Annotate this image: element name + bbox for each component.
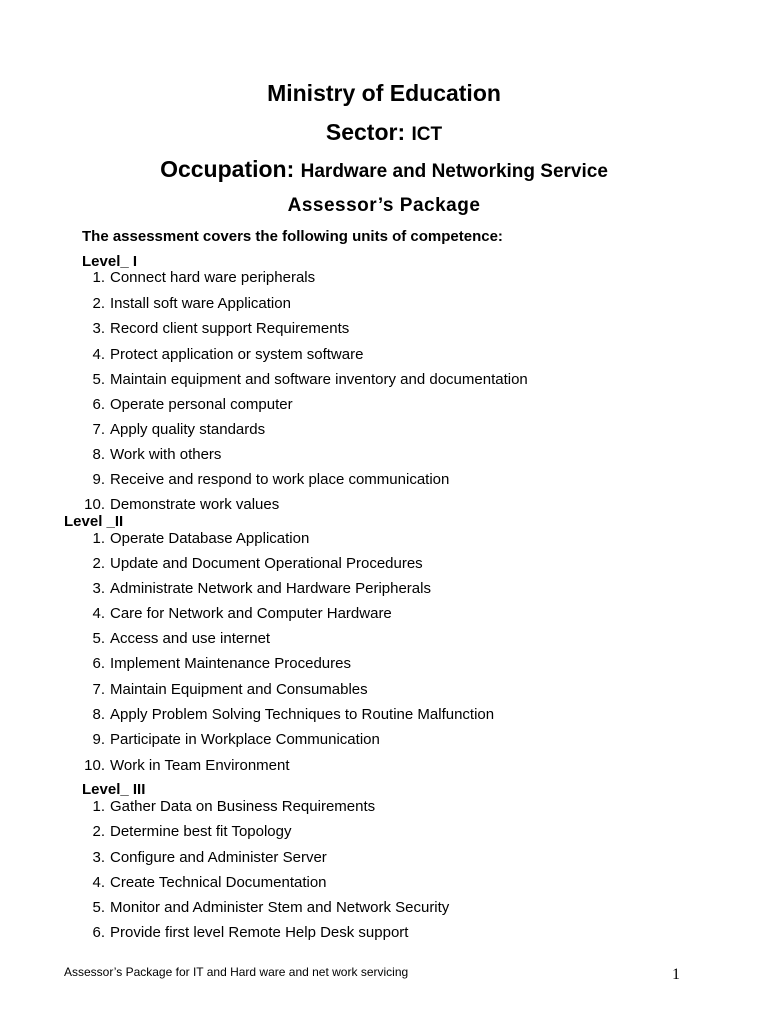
list-item (92, 471, 450, 488)
item-number: 2. (92, 823, 105, 840)
list-item (92, 706, 495, 723)
page-number: 1 (672, 966, 680, 983)
item-number: 5. (92, 630, 105, 647)
intro-text: The assessment covers the following units of competence: (82, 228, 503, 245)
list-item (92, 530, 310, 547)
item-text: Connect hard ware peripherals (110, 269, 316, 286)
item-text: Implement Maintenance Procedures (110, 655, 351, 672)
item-text: Install soft ware Application (110, 295, 291, 312)
page-footer: Assessor’s Package for IT and Hard ware and net work servicing (64, 965, 409, 979)
item-text: Receive and respond to work place communication (110, 471, 450, 488)
item-number: 5. (92, 371, 105, 388)
occupation-value: Hardware and Networking Service (300, 161, 608, 182)
sector-label: Sector: (325, 119, 406, 145)
occupation-label: Occupation: (160, 156, 295, 182)
occupation-line (0, 156, 768, 183)
item-text: Maintain equipment and software inventory and documentation (110, 371, 528, 388)
list-item (92, 899, 450, 916)
item-text: Care for Network and Computer Hardware (110, 605, 392, 622)
list-item (92, 798, 376, 815)
list-item (92, 346, 364, 363)
list-item (92, 605, 392, 622)
item-text: Operate personal computer (110, 396, 293, 413)
sector-value: ICT (411, 124, 443, 145)
list-item (92, 269, 316, 286)
item-number: 2. (92, 555, 105, 572)
list-item (92, 630, 271, 647)
item-number: 9. (92, 731, 105, 748)
item-text: Protect application or system software (110, 346, 364, 363)
list-item (92, 320, 350, 337)
item-number: 7. (92, 421, 105, 438)
item-number: 3. (92, 849, 105, 866)
level-3-label: Level_ III (82, 781, 146, 798)
item-number: 1. (92, 798, 105, 815)
list-item (84, 757, 290, 774)
item-number: 9. (92, 471, 105, 488)
item-number: 10. (84, 757, 105, 774)
item-number: 7. (92, 681, 105, 698)
item-number: 1. (92, 530, 105, 547)
item-text: Apply Problem Solving Techniques to Routine Malfunction (110, 706, 495, 723)
item-text: Administrate Network and Hardware Peripherals (110, 580, 431, 597)
ministry-title: Ministry of Education (267, 80, 501, 106)
list-item (84, 496, 280, 513)
item-text: Provide first level Remote Help Desk support (110, 924, 409, 941)
list-item (92, 823, 292, 840)
item-text: Apply quality standards (110, 421, 266, 438)
list-item (92, 681, 368, 698)
list-item (92, 731, 380, 748)
item-number: 10. (84, 496, 105, 513)
item-number: 6. (92, 924, 105, 941)
item-number: 4. (92, 874, 105, 891)
item-text: Operate Database Application (110, 530, 310, 547)
item-number: 3. (92, 320, 105, 337)
list-item (92, 396, 293, 413)
list-item (92, 555, 423, 572)
item-number: 1. (92, 269, 105, 286)
item-number: 6. (92, 655, 105, 672)
item-text: Record client support Requirements (110, 320, 350, 337)
item-text: Determine best fit Topology (110, 823, 292, 840)
item-text: Work in Team Environment (110, 757, 290, 774)
list-item (92, 849, 327, 866)
item-text: Participate in Workplace Communication (110, 731, 380, 748)
item-number: 4. (92, 346, 105, 363)
item-text: Gather Data on Business Requirements (110, 798, 376, 815)
list-item (92, 655, 351, 672)
item-text: Configure and Administer Server (110, 849, 327, 866)
sector-line (0, 119, 768, 146)
list-item (92, 295, 291, 312)
item-text: Work with others (110, 446, 222, 463)
list-item (92, 924, 409, 941)
item-text: Update and Document Operational Procedures (110, 555, 423, 572)
item-number: 5. (92, 899, 105, 916)
item-text: Monitor and Administer Stem and Network Security (110, 899, 450, 916)
list-item (92, 446, 222, 463)
item-number: 4. (92, 605, 105, 622)
list-item (92, 371, 528, 388)
item-number: 8. (92, 446, 105, 463)
item-number: 3. (92, 580, 105, 597)
list-item (92, 874, 327, 891)
item-text: Create Technical Documentation (110, 874, 327, 891)
list-item (92, 580, 431, 597)
level-1-label: Level_ I (82, 253, 138, 270)
item-number: 6. (92, 396, 105, 413)
package-title: Assessor’s Package (287, 195, 481, 216)
item-number: 8. (92, 706, 105, 723)
item-number: 2. (92, 295, 105, 312)
item-text: Maintain Equipment and Consumables (110, 681, 368, 698)
level-2-label: Level _II (64, 513, 124, 530)
item-text: Demonstrate work values (110, 496, 280, 513)
item-text: Access and use internet (110, 630, 271, 647)
list-item (92, 421, 266, 438)
